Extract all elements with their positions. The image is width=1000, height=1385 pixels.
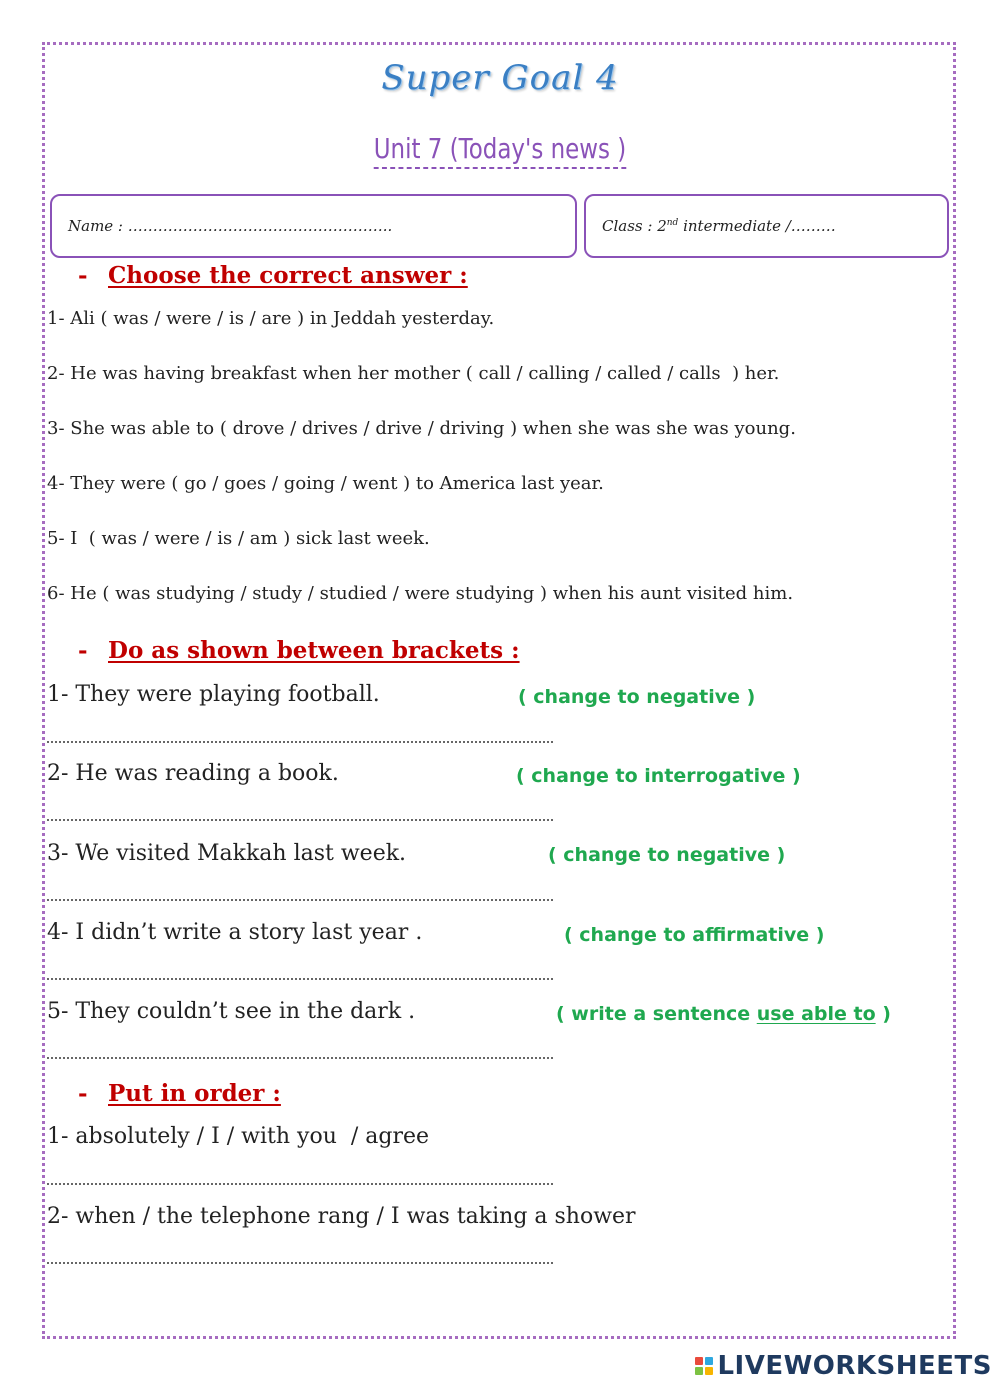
choose-question: 3- She was able to ( drove / drives / drive / driving ) when she was she was young. — [47, 418, 796, 439]
choose-question: 6- He ( was studying / study / studied / were studying ) when his aunt visited him. — [47, 583, 794, 604]
section-heading-put-in-order: - Put in order : — [78, 1080, 281, 1107]
name-box[interactable] — [50, 194, 577, 258]
transform-sentence: 5- They couldn’t see in the dark . — [47, 999, 416, 1024]
liveworksheets-logo[interactable] — [695, 1352, 992, 1380]
transform-sentence: 4- I didn’t write a story last year . — [47, 920, 423, 945]
order-item: 1- absolutely / I / with you / agree — [47, 1124, 430, 1149]
logo-text: LIVEWORKSHEETS — [717, 1351, 992, 1381]
transform-hint: ( change to affirmative ) — [564, 924, 825, 946]
choose-question: 2- He was having breakfast when her mother ( call / calling / called / calls ) her. — [47, 363, 780, 384]
name-label: Name : …………………………………………….. — [68, 217, 393, 235]
class-box[interactable] — [584, 194, 949, 258]
choose-question: 5- I ( was / were / is / am ) sick last week. — [47, 528, 430, 549]
answer-line[interactable] — [47, 1183, 553, 1185]
answer-line[interactable] — [47, 1057, 553, 1059]
class-label: Class : 2nd intermediate /……… — [602, 217, 836, 235]
transform-hint: ( write a sentence use able to ) — [556, 1003, 891, 1025]
logo-mark-icon — [695, 1357, 713, 1375]
transform-sentence: 2- He was reading a book. — [47, 761, 339, 786]
transform-sentence: 1- They were playing football. — [47, 682, 380, 707]
choose-question: 4- They were ( go / goes / going / went ) to America last year. — [47, 473, 604, 494]
section-heading-do-as-shown: - Do as shown between brackets : — [78, 637, 520, 664]
order-item: 2- when / the telephone rang / I was taking a shower — [47, 1204, 636, 1229]
transform-hint: ( change to interrogative ) — [516, 765, 801, 787]
answer-line[interactable] — [47, 899, 553, 901]
answer-line[interactable] — [47, 741, 553, 743]
answer-line[interactable] — [47, 978, 553, 980]
transform-sentence: 3- We visited Makkah last week. — [47, 841, 407, 866]
section-heading-choose: - Choose the correct answer : — [78, 262, 468, 289]
choose-question: 1- Ali ( was / were / is / are ) in Jeddah yesterday. — [47, 308, 495, 329]
answer-line[interactable] — [47, 1262, 553, 1264]
transform-hint: ( change to negative ) — [548, 844, 786, 866]
answer-line[interactable] — [47, 819, 553, 821]
unit-title: Unit 7 (Today's news ) — [90, 132, 910, 165]
worksheet-title: Super Goal 4 — [381, 58, 619, 98]
transform-hint: ( change to negative ) — [518, 686, 756, 708]
